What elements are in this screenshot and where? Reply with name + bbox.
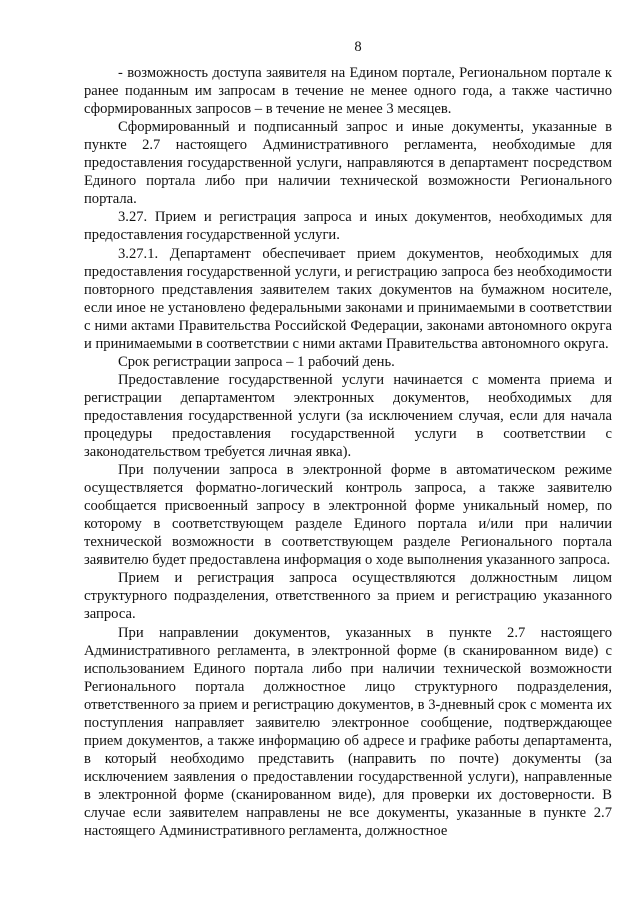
paragraph-format-control: При получении запроса в электронной форме в автоматическом режиме осуществляется форматно-логический контроль запроса, а также заявителю сообщается присвоенный запросу в электронной форме уникальный номер, по которому в соответствующем разделе Единого портала и/или при наличии технической возможности в соответствующем разделе Регионального портала заявителю будет предоставлена информация о ходе выполнения указанного запроса. <box>84 462 612 569</box>
paragraph-section-3-27: 3.27. Прием и регистрация запроса и иных документов, необходимых для предоставления государственной услуги. <box>84 209 612 244</box>
paragraph-scanned-documents: При направлении документов, указанных в пункте 2.7 настоящего Административного регламента, в электронной форме (в сканированном виде) с использованием Единого портала либо при наличии технической возможности Регионального портала должностное лицо структурного подразделения, ответственного за прием и регистрацию документов, в 3-дневный срок с момента их поступления направляет заявителю электронное сообщение, подтверждающее прием документов, а также информацию об адресе и графике работы департамента, в который необходимо представить (направить по почте) документы (за исключением заявления о предоставлении государственной услуги), направленные в электронной форме (сканированном виде), для проверки их достоверности. В случае если заявителем направлены не все документы, указанные в пункте 2.7 настоящего Административного регламента, должностное <box>84 624 612 840</box>
paragraph-service-start: Предоставление государственной услуги начинается с момента приема и регистрации департаментом электронных документов, необходимых для предоставления государственной услуги (за исключением случая, если для начала процедуры предоставления государственной услуги в соответствии с законодательством требуется личная явка). <box>84 371 612 461</box>
page-number: 8 <box>354 39 362 55</box>
paragraph-request-submission: Сформированный и подписанный запрос и иные документы, указанные в пункте 2.7 настоящего Административного регламента, необходимые для предоставления государственной услуги, направляются в департамент посредством Единого портала либо при наличии технической возможности Регионального портала. <box>84 119 612 208</box>
paragraph-portal-access: - возможность доступа заявителя на Едином портале, Региональном портале к ранее поданным им запросам в течение не менее одного года, а также частично сформированных запросов – в течение не менее 3 месяцев. <box>84 65 612 118</box>
paragraph-responsible-official: Прием и регистрация запроса осуществляются должностным лицом структурного подразделения, ответственного за прием и регистрацию указанного запроса. <box>84 570 612 623</box>
paragraph-section-3-27-1: 3.27.1. Департамент обеспечивает прием документов, необходимых для предоставления государственной услуги, и регистрацию запроса без необходимости повторного представления заявителем таких документов на бумажном носителе, если иное не установлено федеральными законами и принимаемыми в соответствии с ними актами Правительства Российской Федерации, законами автономного округа и принимаемыми в соответствии с ними актами Правительства автономного округа. <box>84 245 612 352</box>
paragraph-registration-term: Срок регистрации запроса – 1 рабочий день. <box>118 353 395 370</box>
